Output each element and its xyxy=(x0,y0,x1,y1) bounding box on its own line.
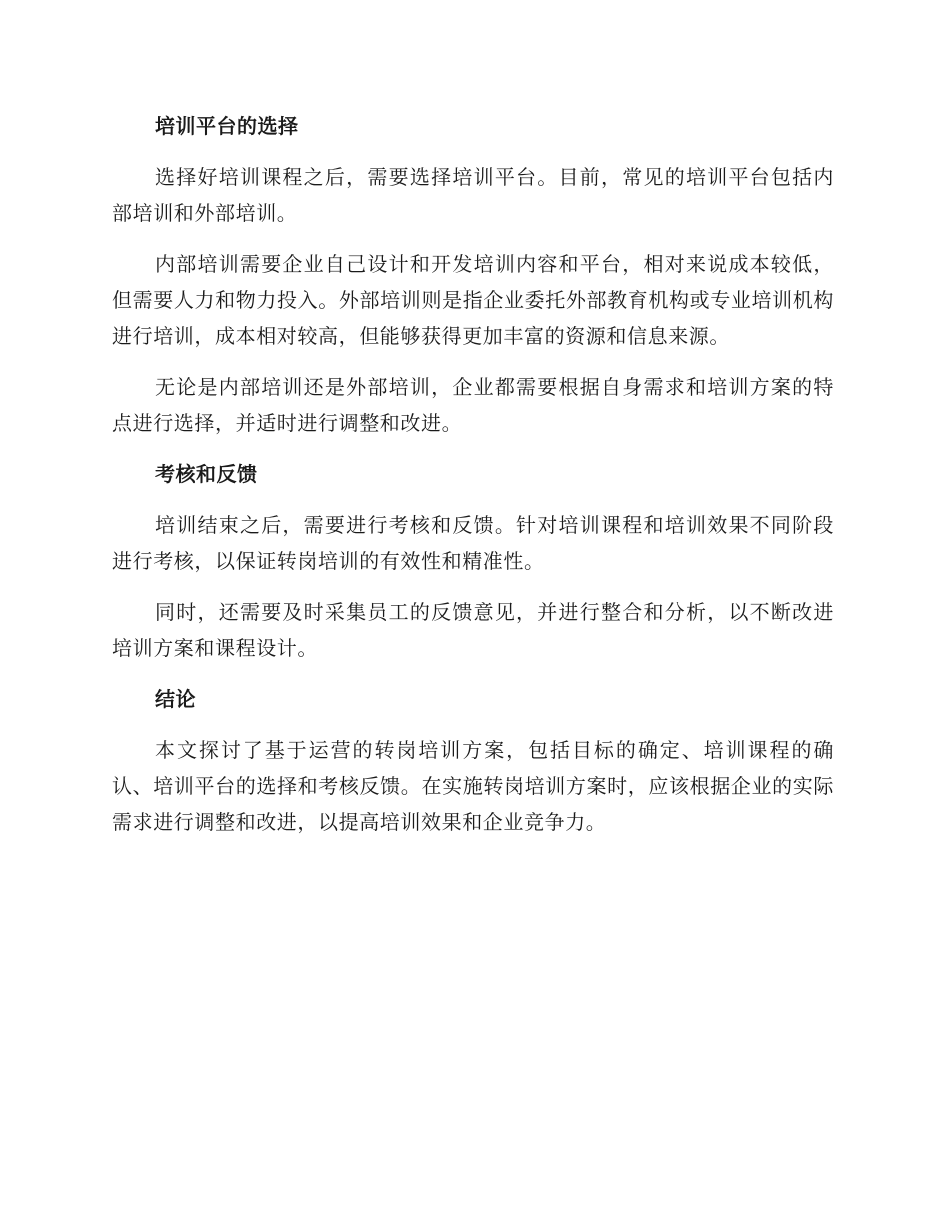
paragraph: 无论是内部培训还是外部培训，企业都需要根据自身需求和培训方案的特点进行选择，并适时进行调整和改进。 xyxy=(112,375,834,435)
paragraph: 本文探讨了基于运营的转岗培训方案，包括目标的确定、培训课程的确认、培训平台的选择和考核反馈。在实施转岗培训方案时，应该根据企业的实际需求进行调整和改进，以提高培训效果和企业竞争力。 xyxy=(112,738,834,834)
paragraph: 选择好培训课程之后，需要选择培训平台。目前，常见的培训平台包括内部培训和外部培训。 xyxy=(112,165,834,225)
section-heading-assessment: 考核和反馈 xyxy=(155,462,258,486)
document-page xyxy=(112,108,834,855)
section-heading-platform: 培训平台的选择 xyxy=(155,114,299,138)
paragraph: 培训结束之后，需要进行考核和反馈。针对培训课程和培训效果不同阶段进行考核，以保证转岗培训的有效性和精准性。 xyxy=(112,513,834,573)
section-heading-conclusion: 结论 xyxy=(155,687,196,711)
paragraph: 内部培训需要企业自己设计和开发培训内容和平台，相对来说成本较低，但需要人力和物力投入。外部培训则是指企业委托外部教育机构或专业培训机构进行培训，成本相对较高，但能够获得更加丰富的资源和信息来源。 xyxy=(112,252,834,348)
paragraph: 同时，还需要及时采集员工的反馈意见，并进行整合和分析，以不断改进培训方案和课程设计。 xyxy=(112,600,834,660)
